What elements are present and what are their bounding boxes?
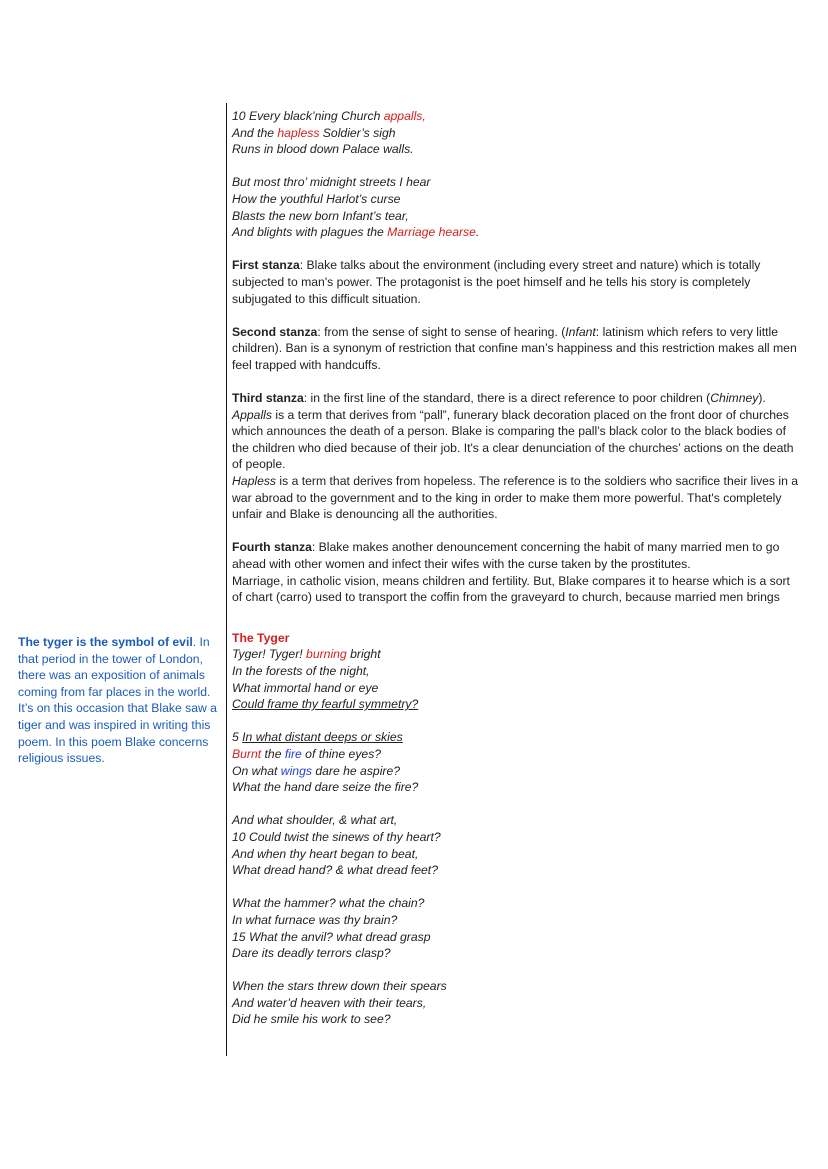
- poem-line: [232, 646, 802, 663]
- poem-line: [232, 895, 802, 912]
- line-text: What immortal hand or eye: [232, 680, 379, 695]
- poem-line: [232, 763, 802, 780]
- line-text: And water’d heaven with their tears,: [232, 995, 427, 1010]
- tyger-stanza-2: [232, 729, 802, 795]
- poem-stanza-3-end: [232, 108, 802, 158]
- poem-line: [232, 929, 802, 946]
- poem-line: [232, 912, 802, 929]
- poem-line: [232, 174, 802, 191]
- line-text: dare he aspire?: [311, 763, 401, 778]
- analysis-third-stanza: [232, 390, 802, 523]
- analysis-text: is a term that derives from “pall”, funerary black decoration placed on the front door of churches which announces the death of a person. Blake is comparing the pall’s black color to the black bodies of the children who died because of their job. It's a clear denunciation of the churches’ actions on the death of people.: [232, 407, 794, 472]
- side-note-text: . In that period in the tower of London, there was an exposition of animals coming from far places in the world. It’s on this occasion that Blake saw a tiger and was inspired in writing this poem. In this poem Blake concerns religious issues.: [18, 635, 217, 766]
- poem-line: [232, 846, 802, 863]
- line-text: On what: [232, 763, 281, 778]
- line-text: 10 Every black’ning Church: [232, 109, 384, 123]
- line-text: When the stars threw down their spears: [232, 979, 447, 994]
- analysis-text: : in the first line of the standard, there is a direct reference to poor children (: [303, 391, 711, 406]
- highlighted-word: burning: [306, 647, 347, 662]
- line-text: How the youthful Harlot’s curse: [232, 191, 401, 206]
- line-text: But most thro’ midnight streets I hear: [232, 175, 431, 190]
- poem-line: [232, 829, 802, 846]
- poem-line: [232, 224, 802, 241]
- poem-line: [232, 812, 802, 829]
- poem-line: [232, 779, 802, 796]
- highlighted-word: Marriage hearse: [387, 225, 476, 240]
- vertical-divider: [226, 103, 227, 1056]
- poem-line: [232, 746, 802, 763]
- tyger-stanza-3: [232, 812, 802, 878]
- analysis-label: Second stanza: [232, 324, 318, 339]
- line-text: And what shoulder, & what art,: [232, 813, 398, 828]
- poem-line: [232, 862, 802, 879]
- line-text: Blasts the new born Infant’s tear,: [232, 208, 409, 223]
- analysis-text: is a term that derives from hopeless. The reference is to the soldiers who sacrifice their lives in a war abroad to the government and to the king in order to make them more powerful. That's completely unfair and Blake is denouncing all the authorities.: [232, 474, 799, 522]
- tyger-poem: [232, 630, 802, 1028]
- line-text: the: [261, 746, 285, 761]
- poem-line: [232, 108, 802, 125]
- analysis-fourth-stanza: [232, 539, 802, 605]
- analysis-text: : Blake talks about the environment (including every street and nature) which is totally subjected to man's power. The protagonist is the poet himself and he tells his story is completely subjugated to this difficult situation.: [232, 258, 761, 306]
- analysis-label: Third stanza: [232, 391, 304, 406]
- poem-line: [232, 995, 802, 1012]
- line-text: What the hand dare seize the fire?: [232, 780, 419, 795]
- highlighted-word: wings: [280, 763, 312, 778]
- analysis-label: Fourth stanza: [232, 540, 312, 555]
- analysis-text: : latinism which refers to very little children). Ban is a synonym of restriction that confine man’s happiness and this restriction makes all men feel trapped with handcuffs.: [232, 324, 797, 372]
- side-note: [18, 634, 223, 767]
- poem-line: [232, 125, 802, 142]
- analysis-text: : from the sense of sight to sense of hearing. (: [317, 324, 566, 339]
- tyger-stanza-1: [232, 646, 802, 712]
- highlighted-word: Burnt: [232, 746, 262, 761]
- line-text: In what furnace was thy brain?: [232, 912, 398, 927]
- highlighted-word: appalls,: [383, 109, 426, 123]
- line-text: What dread hand? & what dread feet?: [232, 863, 438, 878]
- highlighted-word: In what distant deeps or skies: [242, 730, 403, 745]
- line-text: And the: [232, 125, 278, 140]
- poem-line: [232, 978, 802, 995]
- line-text: Runs in blood down Palace walls.: [232, 142, 414, 157]
- line-text: Tyger! Tyger!: [232, 647, 307, 662]
- line-text: 10 Could twist the sinews of thy heart?: [232, 829, 441, 844]
- line-text: Dare its deadly terrors clasp?: [232, 946, 391, 961]
- highlighted-word: Could frame thy fearful symmetry?: [232, 697, 419, 712]
- analysis-text: : Blake makes another denouncement concerning the habit of many married men to go ahead with other women and infect their wifes with the curse taken by the prostitutes.: [232, 540, 780, 572]
- poem-line: [232, 208, 802, 225]
- main-column: [232, 108, 802, 1045]
- line-text: bright: [346, 647, 381, 662]
- line-text: And when thy heart began to beat,: [232, 846, 419, 861]
- line-text: 5: [232, 730, 243, 745]
- line-text: of thine eyes?: [301, 746, 382, 761]
- analysis-term: Infant: [565, 324, 596, 339]
- poem-line: [232, 945, 802, 962]
- line-text: Did he smile his work to see?: [232, 1012, 391, 1027]
- poem-line: [232, 191, 802, 208]
- highlighted-word: fire: [284, 746, 302, 761]
- analysis-text: Marriage, in catholic vision, means children and fertility. But, Blake compares it to hearse which is a sort of chart (carro) used to transport the coffin from the graveyard to church, because married men brings: [232, 573, 790, 605]
- line-text: What the hammer? what the chain?: [232, 896, 425, 911]
- highlighted-word: hapless: [277, 125, 320, 140]
- poem-title: The Tyger: [232, 630, 290, 645]
- side-note-heading: The tyger is the symbol of evil: [18, 635, 193, 649]
- poem-line: [232, 729, 802, 746]
- analysis-second-stanza: [232, 324, 802, 374]
- poem-stanza-4: [232, 174, 802, 240]
- line-text: .: [475, 225, 480, 240]
- line-text: Soldier’s sigh: [319, 125, 396, 140]
- tyger-stanza-4: [232, 895, 802, 961]
- analysis-first-stanza: [232, 257, 802, 307]
- analysis-term: Hapless: [232, 474, 277, 489]
- analysis-term: Chimney: [710, 391, 759, 406]
- analysis-term: Appalls: [232, 407, 272, 422]
- poem-line: [232, 663, 802, 680]
- line-text: In the forests of the night,: [232, 664, 370, 678]
- poem-line: [232, 680, 802, 697]
- tyger-stanza-5: [232, 978, 802, 1028]
- analysis-label: First stanza: [232, 258, 300, 273]
- analysis-text: ).: [758, 391, 766, 406]
- poem-line: [232, 696, 802, 713]
- poem-line: [232, 141, 802, 158]
- line-text: 15 What the anvil? what dread grasp: [232, 929, 431, 944]
- poem-line: [232, 1011, 802, 1028]
- line-text: And blights with plagues the: [232, 225, 388, 240]
